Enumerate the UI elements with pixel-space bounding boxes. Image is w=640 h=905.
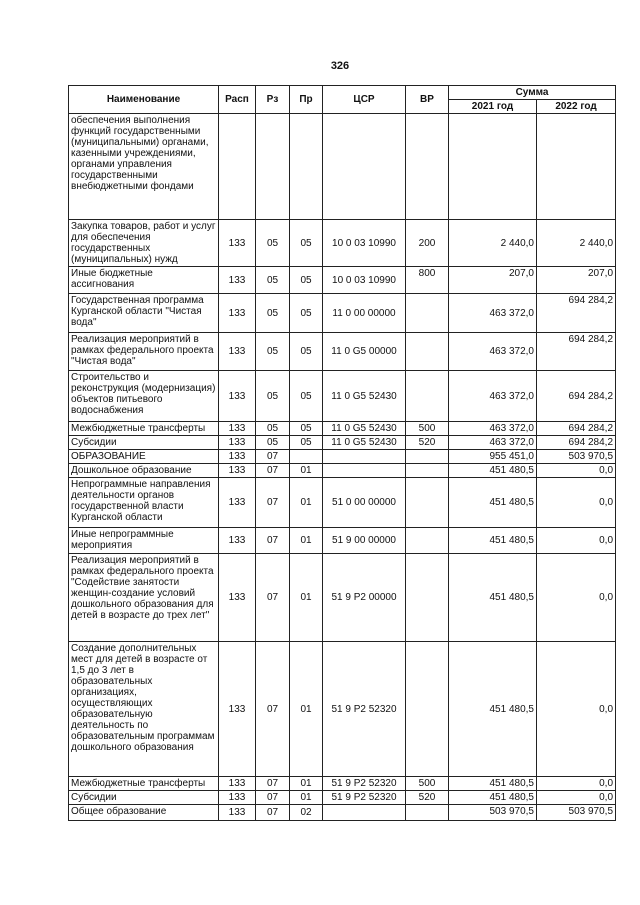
table-row [69,791,616,805]
cell-2022: 0,0 [537,642,616,777]
cell-2022: 207,0 [537,267,616,294]
cell-rz: 07 [256,777,290,791]
cell-pr: 01 [290,791,323,805]
cell-rasp: 133 [219,371,256,422]
cell-2022: 0,0 [537,554,616,642]
cell-pr: 02 [290,805,323,821]
cell-csr: 11 0 G5 52430 [323,422,406,436]
table-row [69,422,616,436]
cell-vr [406,371,449,422]
header-name: Наименование [69,86,219,114]
cell-2021: 451 480,5 [449,777,537,791]
cell-csr [323,805,406,821]
cell-2022: 0,0 [537,791,616,805]
cell-2021: 503 970,5 [449,805,537,821]
cell-rz: 07 [256,528,290,554]
cell-vr: 200 [406,220,449,267]
table-row [69,805,616,821]
table-row [69,267,616,294]
cell-csr: 51 9 00 00000 [323,528,406,554]
cell-2022: 2 440,0 [537,220,616,267]
cell-rasp [219,114,256,220]
cell-rasp: 133 [219,642,256,777]
cell-rasp: 133 [219,464,256,478]
table-row [69,220,616,267]
cell-rz: 05 [256,422,290,436]
cell-2021 [449,114,537,220]
cell-rasp: 133 [219,554,256,642]
cell-pr [290,450,323,464]
cell-2021: 463 372,0 [449,436,537,450]
cell-csr: 51 9 P2 52320 [323,642,406,777]
cell-rasp: 133 [219,294,256,333]
header-csr: ЦСР [323,86,406,114]
cell-pr: 01 [290,777,323,791]
table-row [69,642,616,777]
cell-vr [406,528,449,554]
cell-2022 [537,114,616,220]
cell-2021: 463 372,0 [449,294,537,333]
cell-2022: 0,0 [537,464,616,478]
cell-name: Иные бюджетные ассигнования [69,267,219,294]
cell-2021: 955 451,0 [449,450,537,464]
header-pr: Пр [290,86,323,114]
cell-2021: 451 480,5 [449,554,537,642]
cell-name: Непрограммные направления деятельности органов государственной власти Курганской области [69,478,219,528]
cell-2021: 2 440,0 [449,220,537,267]
cell-2022: 503 970,5 [537,805,616,821]
table-row [69,528,616,554]
cell-pr: 01 [290,528,323,554]
cell-csr: 51 0 00 00000 [323,478,406,528]
cell-pr: 05 [290,333,323,371]
header-sum: Сумма [449,86,616,100]
cell-vr [406,333,449,371]
cell-pr: 05 [290,220,323,267]
cell-name: Государственная программа Курганской области "Чистая вода" [69,294,219,333]
cell-rasp: 133 [219,436,256,450]
header-vr: ВР [406,86,449,114]
cell-name: Общее образование [69,805,219,821]
cell-2021: 207,0 [449,267,537,294]
table-row [69,554,616,642]
cell-vr [406,114,449,220]
cell-2022: 694 284,2 [537,436,616,450]
cell-2022: 0,0 [537,478,616,528]
cell-2022: 694 284,2 [537,371,616,422]
cell-rz [256,114,290,220]
cell-name: ОБРАЗОВАНИЕ [69,450,219,464]
cell-rasp: 133 [219,422,256,436]
page-number: 326 [330,60,350,72]
table-row [69,450,616,464]
cell-rasp: 133 [219,220,256,267]
cell-name: Субсидии [69,791,219,805]
cell-csr [323,464,406,478]
cell-rasp: 133 [219,805,256,821]
cell-rasp: 133 [219,333,256,371]
cell-vr: 500 [406,422,449,436]
table-row [69,114,616,220]
cell-2022: 0,0 [537,528,616,554]
cell-vr: 500 [406,777,449,791]
cell-2021: 463 372,0 [449,371,537,422]
cell-rz: 07 [256,464,290,478]
header-rz: Рз [256,86,290,114]
cell-rz: 05 [256,267,290,294]
cell-rz: 07 [256,450,290,464]
cell-name: Субсидии [69,436,219,450]
cell-csr: 11 0 G5 52430 [323,436,406,450]
header-2021: 2021 год [449,100,537,114]
cell-csr: 51 9 P2 00000 [323,554,406,642]
cell-2022: 0,0 [537,777,616,791]
cell-rz: 07 [256,791,290,805]
cell-pr: 05 [290,422,323,436]
cell-csr [323,114,406,220]
cell-2022: 694 284,2 [537,294,616,333]
cell-name: Межбюджетные трансферты [69,777,219,791]
cell-rasp: 133 [219,478,256,528]
cell-csr: 10 0 03 10990 [323,267,406,294]
cell-rasp: 133 [219,528,256,554]
cell-2021: 451 480,5 [449,528,537,554]
cell-rz: 05 [256,220,290,267]
cell-vr: 800 [406,267,449,294]
cell-rasp: 133 [219,791,256,805]
cell-2021: 463 372,0 [449,333,537,371]
table-row [69,464,616,478]
cell-rz: 05 [256,436,290,450]
cell-pr: 05 [290,371,323,422]
cell-csr: 51 9 P2 52320 [323,777,406,791]
cell-csr: 51 9 P2 52320 [323,791,406,805]
cell-csr: 10 0 03 10990 [323,220,406,267]
cell-name: Межбюджетные трансферты [69,422,219,436]
cell-2022: 694 284,2 [537,333,616,371]
table-row [69,436,616,450]
cell-2021: 463 372,0 [449,422,537,436]
cell-vr [406,464,449,478]
cell-pr: 05 [290,294,323,333]
header-2022: 2022 год [537,100,616,114]
cell-vr: 520 [406,436,449,450]
cell-rz: 05 [256,333,290,371]
cell-csr [323,450,406,464]
cell-2022: 694 284,2 [537,422,616,436]
cell-vr [406,450,449,464]
cell-rasp: 133 [219,777,256,791]
table-row [69,333,616,371]
cell-pr: 05 [290,267,323,294]
cell-name: Иные непрограммные мероприятия [69,528,219,554]
cell-name: Создание дополнительных мест для детей в возрасте от 1,5 до 3 лет в образовательных организациях, осуществляющих образовательную деятельность по образовательным программам дошкольного образования [69,642,219,777]
cell-rz: 07 [256,642,290,777]
cell-vr [406,642,449,777]
cell-name: Дошкольное образование [69,464,219,478]
cell-csr: 11 0 00 00000 [323,294,406,333]
cell-rz: 07 [256,805,290,821]
cell-pr: 01 [290,478,323,528]
cell-rz: 07 [256,554,290,642]
budget-table [68,85,616,821]
cell-vr: 520 [406,791,449,805]
cell-rz: 07 [256,478,290,528]
table-row [69,294,616,333]
cell-2022: 503 970,5 [537,450,616,464]
header-rasp: Расп [219,86,256,114]
cell-name: Закупка товаров, работ и услуг для обеспечения государственных (муниципальных) нужд [69,220,219,267]
cell-2021: 451 480,5 [449,478,537,528]
cell-name: Реализация мероприятий в рамках федерального проекта "Содействие занятости женщин-создание условий дошкольного образования для детей в возрасте до трех лет" [69,554,219,642]
cell-rasp: 133 [219,267,256,294]
cell-2021: 451 480,5 [449,791,537,805]
table-row [69,478,616,528]
cell-name: Строительство и реконструкция (модернизация) объектов питьевого водоснабжения [69,371,219,422]
cell-pr: 01 [290,554,323,642]
cell-pr: 05 [290,436,323,450]
cell-rasp: 133 [219,450,256,464]
cell-name: Реализация мероприятий в рамках федерального проекта "Чистая вода" [69,333,219,371]
cell-name: обеспечения выполнения функций государственными (муниципальными) органами, казенными учреждениями, органами управления государственными внебюджетными фондами [69,114,219,220]
cell-vr [406,478,449,528]
cell-vr [406,805,449,821]
cell-rz: 05 [256,371,290,422]
cell-csr: 11 0 G5 00000 [323,333,406,371]
cell-pr: 01 [290,464,323,478]
table-row [69,371,616,422]
table-row [69,777,616,791]
cell-pr [290,114,323,220]
cell-pr: 01 [290,642,323,777]
cell-rz: 05 [256,294,290,333]
cell-vr [406,294,449,333]
cell-2021: 451 480,5 [449,642,537,777]
cell-2021: 451 480,5 [449,464,537,478]
cell-csr: 11 0 G5 52430 [323,371,406,422]
cell-vr [406,554,449,642]
